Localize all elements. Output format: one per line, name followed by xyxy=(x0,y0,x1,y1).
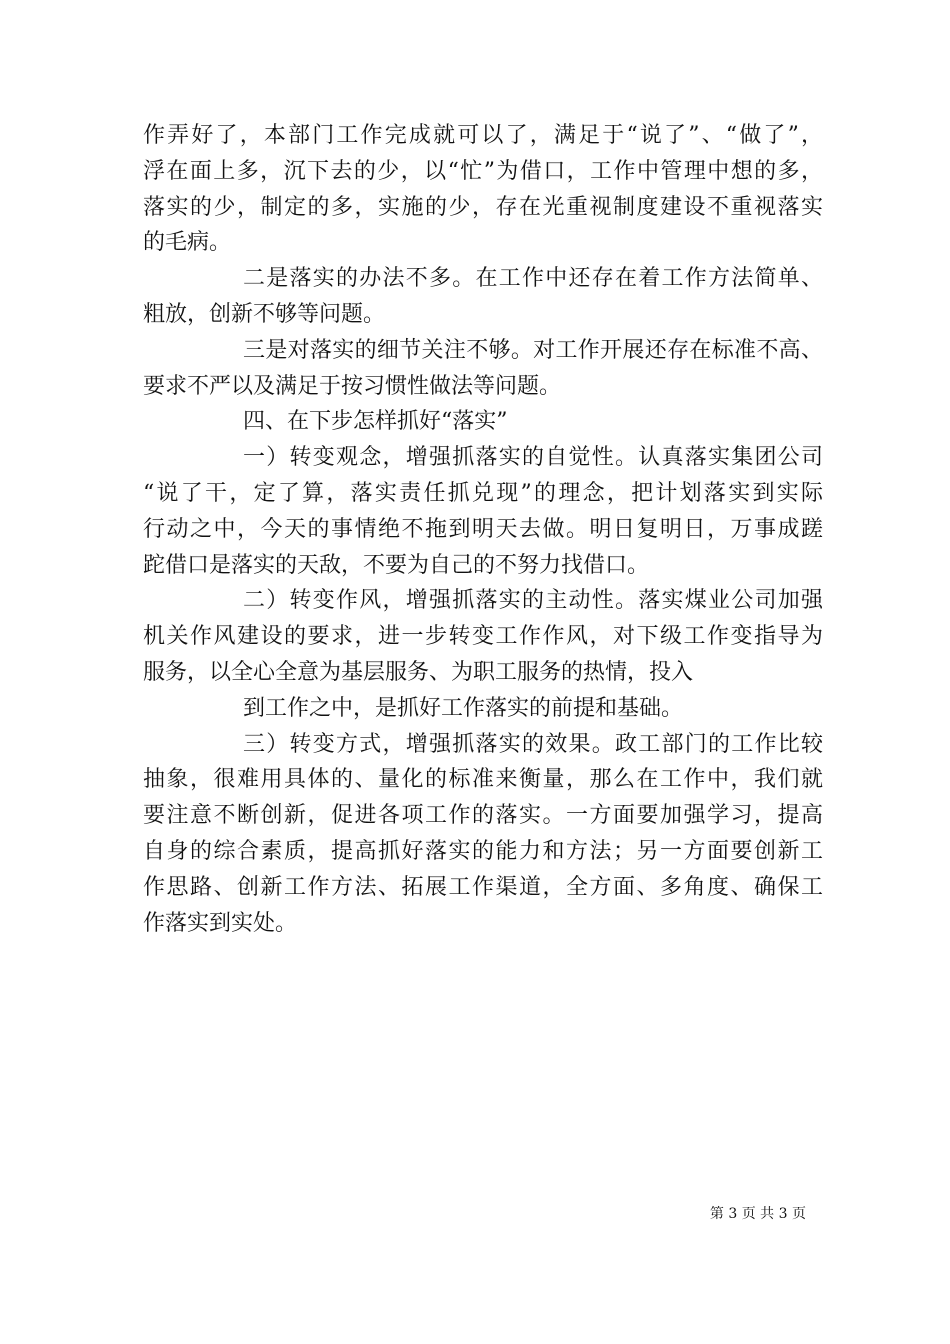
text-line: 要注意不断创新，促进各项工作的落实。一方面要加强学习，提高 xyxy=(143,803,823,829)
text-line: 跎借口是落实的天敌，不要为自己的不努力找借口。 xyxy=(143,552,650,578)
text-line: 三）转变方式，增强抓落实的效果。政工部门的工作比较 xyxy=(243,731,823,757)
paragraph-5 xyxy=(143,583,823,690)
text-line: “说了干，定了算，落实责任抓兑现”的理念，把计划落实到实际 xyxy=(143,480,823,506)
text-line: 作弄好了，本部门工作完成就可以了，满足于“说了”、“做了”， xyxy=(143,123,823,148)
text-line: 一）转变观念，增强抓落实的自觉性。认真落实集团公司 xyxy=(243,445,823,471)
text-line: 行动之中，今天的事情绝不拖到明天去做。明日复明日，万事成蹉 xyxy=(143,516,823,542)
text-line: 到工作之中，是抓好工作落实的前提和基础。 xyxy=(243,695,684,721)
text-line: 三是对落实的细节关注不够。对工作开展还存在标准不高、 xyxy=(243,337,823,363)
page-number-footer: 第 3 页 共 3 页 xyxy=(709,1206,806,1222)
text-line: 粗放，创新不够等问题。 xyxy=(143,301,386,327)
text-line: 服务，以全心全意为基层服务、为职工服务的热情，投入 xyxy=(143,659,694,685)
section-heading xyxy=(143,404,823,440)
text-line: 作落实到实处。 xyxy=(143,910,298,936)
text-line: 机关作风建设的要求，进一步转变工作作风，对下级工作变指导为 xyxy=(143,624,823,650)
paragraph-4 xyxy=(143,440,823,583)
text-line: 落实的少，制定的多，实施的少，存在光重视制度建设不重视落实 xyxy=(143,194,823,220)
paragraph-2 xyxy=(143,261,823,333)
paragraph-7 xyxy=(143,727,823,942)
text-line: 浮在面上多，沉下去的少，以“忙”为借口，工作中管理中想的多， xyxy=(143,158,823,184)
text-line: 二）转变作风，增强抓落实的主动性。落实煤业公司加强 xyxy=(243,588,823,614)
text-line: 二是落实的办法不多。在工作中还存在着工作方法简单、 xyxy=(243,266,823,292)
text-line: 抽象，很难用具体的、量化的标准来衡量，那么在工作中，我们就 xyxy=(143,767,823,793)
text-line: 要求不严以及满足于按习惯性做法等问题。 xyxy=(143,373,562,399)
document-body xyxy=(143,118,823,941)
section-heading-text: 四、在下步怎样抓好“落实” xyxy=(243,409,508,435)
text-line: 的毛病。 xyxy=(143,230,232,256)
text-line: 作思路、创新工作方法、拓展工作渠道，全方面、多角度、确保工 xyxy=(143,874,823,900)
paragraph-1 xyxy=(143,118,823,261)
paragraph-3 xyxy=(143,333,823,405)
text-line: 自身的综合素质，提高抓好落实的能力和方法；另一方面要创新工 xyxy=(143,838,823,864)
paragraph-6 xyxy=(143,691,823,727)
